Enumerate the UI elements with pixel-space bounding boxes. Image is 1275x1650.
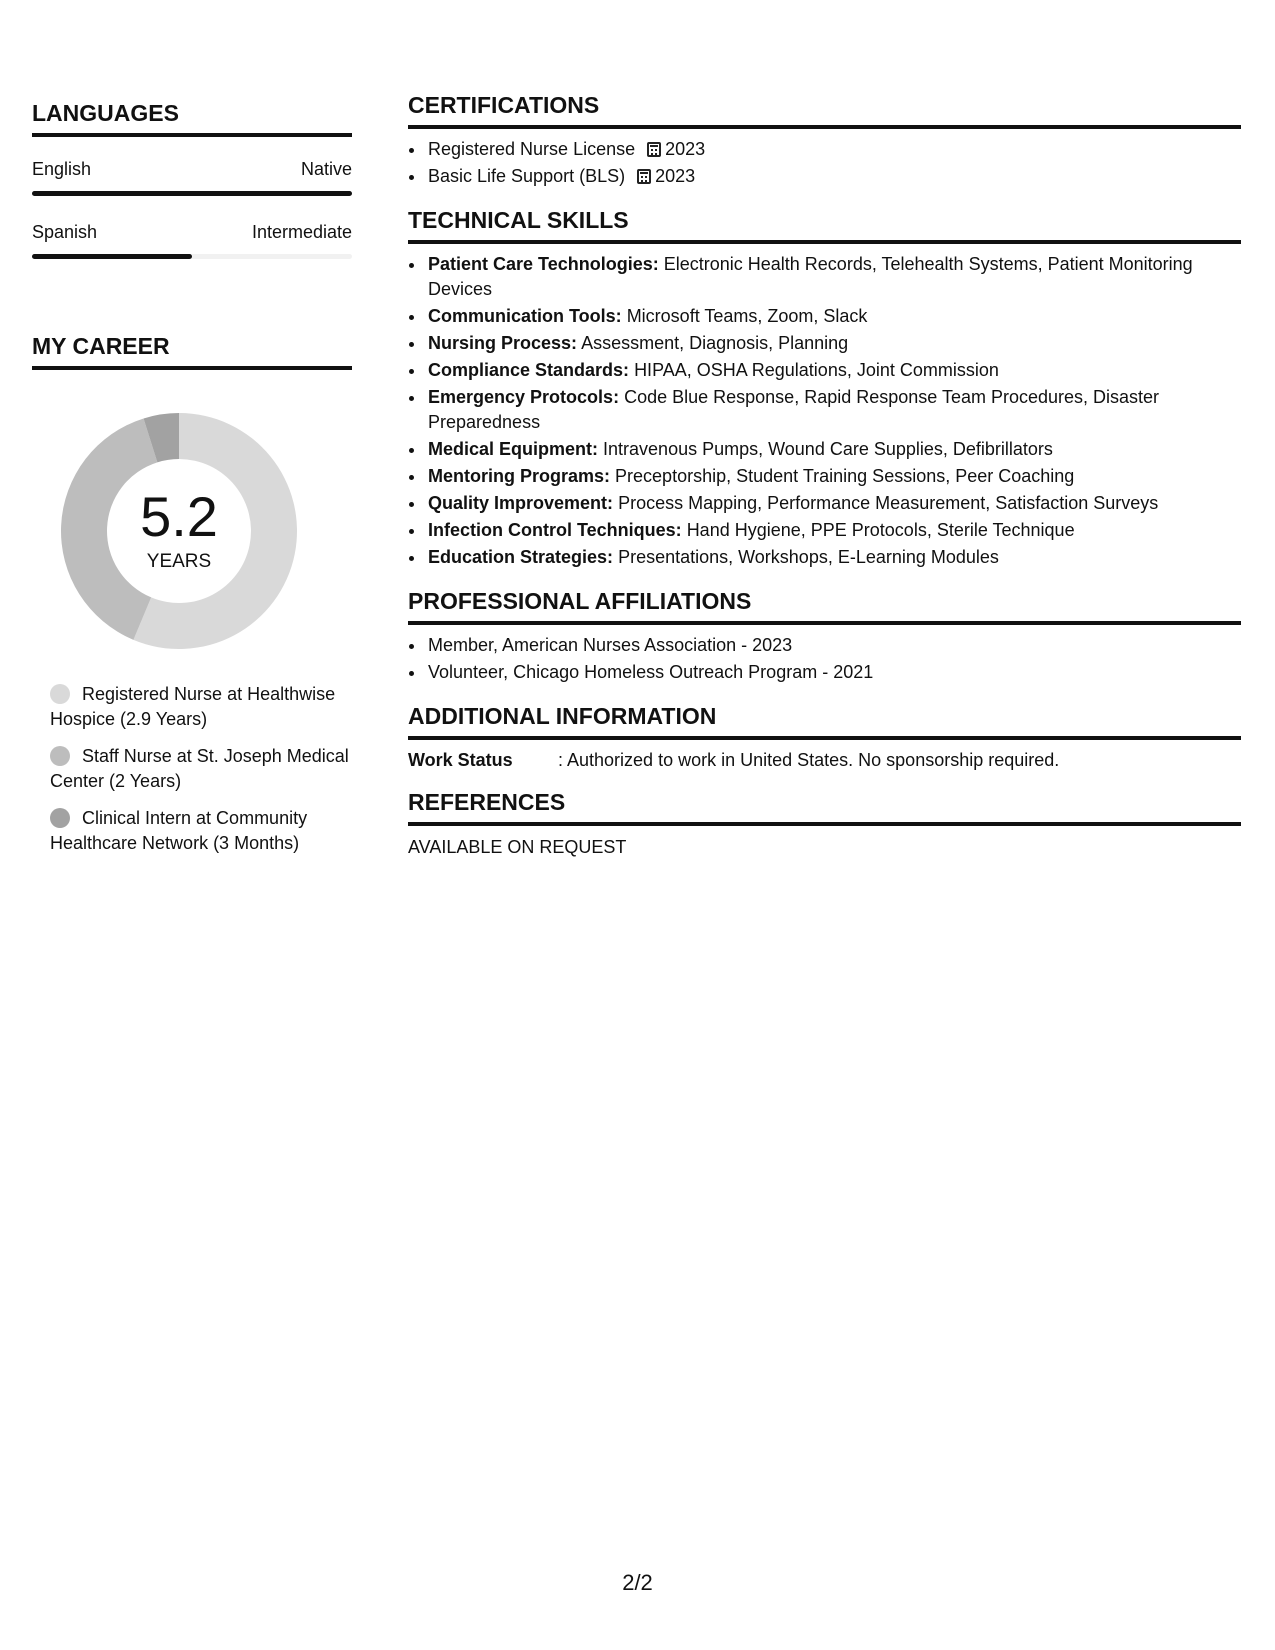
certifications-section <box>408 92 1241 189</box>
skill-item <box>426 518 1241 543</box>
skill-category: Compliance Standards: <box>428 360 630 380</box>
language-proficiency-bar <box>32 254 352 259</box>
technical-skills-heading: TECHNICAL SKILLS <box>408 207 1241 244</box>
career-heading: MY CAREER <box>32 333 352 370</box>
technical-skills-section <box>408 207 1241 570</box>
skill-item <box>426 491 1241 516</box>
certification-name: Registered Nurse License <box>428 139 636 159</box>
skill-item <box>426 358 1241 383</box>
skill-values: Assessment, Diagnosis, Planning <box>581 333 849 353</box>
career-role-label: Registered Nurse at Healthwise Hospice (2.9 Years) <box>50 684 336 729</box>
references-text: AVAILABLE ON REQUEST <box>408 837 627 857</box>
affiliation-item: • Volunteer, Chicago Homeless Outreach Program - 2021 <box>426 660 1241 685</box>
additional-info-heading: ADDITIONAL INFORMATION <box>408 703 1241 740</box>
skill-category: Medical Equipment: <box>428 439 599 459</box>
skill-values: Process Mapping, Performance Measurement, Satisfaction Surveys <box>618 493 1159 513</box>
language-entry <box>32 222 352 259</box>
skill-values: Microsoft Teams, Zoom, Slack <box>626 306 868 326</box>
skill-category: Education Strategies: <box>428 547 614 567</box>
skill-item <box>426 385 1241 435</box>
work-status-label: Work Status <box>408 750 513 770</box>
references-heading: REFERENCES <box>408 789 1241 826</box>
certification-year: 2023 <box>665 139 706 159</box>
career-donut-chart <box>54 406 304 656</box>
career-role-label: Staff Nurse at St. Joseph Medical Center (2 Years) <box>50 746 349 791</box>
skill-values: Preceptorship, Student Training Sessions, Peer Coaching <box>615 466 1075 486</box>
language-entry <box>32 159 352 196</box>
certification-item <box>426 164 1241 189</box>
skill-category: Emergency Protocols: <box>428 387 620 407</box>
languages-heading: LANGUAGES <box>32 100 352 137</box>
career-legend-item <box>50 682 352 732</box>
legend-dot-icon <box>50 684 70 704</box>
skill-item <box>426 545 1241 570</box>
calendar-icon <box>647 142 661 157</box>
skill-values: Intravenous Pumps, Wound Care Supplies, Defibrillators <box>603 439 1053 459</box>
skill-category: Mentoring Programs: <box>428 466 611 486</box>
legend-dot-icon <box>50 746 70 766</box>
career-section <box>32 333 352 856</box>
work-status-row <box>408 750 1241 771</box>
skill-item <box>426 464 1241 489</box>
language-proficiency-fill <box>32 254 192 259</box>
work-status-value: : Authorized to work in United States. No sponsorship required. <box>558 750 1060 770</box>
skill-item <box>426 437 1241 462</box>
skill-values: HIPAA, OSHA Regulations, Joint Commission <box>634 360 999 380</box>
career-legend <box>32 682 352 856</box>
certification-year: 2023 <box>655 166 696 186</box>
skill-values: Hand Hygiene, PPE Protocols, Sterile Technique <box>686 520 1075 540</box>
additional-info-section <box>408 703 1241 771</box>
career-legend-item <box>50 806 352 856</box>
certifications-heading: CERTIFICATIONS <box>408 92 1241 129</box>
skill-category: Quality Improvement: <box>428 493 614 513</box>
certification-item <box>426 137 1241 162</box>
language-proficiency-bar <box>32 191 352 196</box>
skill-item <box>426 331 1241 356</box>
skill-values: Electronic Health Records, Telehealth Systems, Patient Monitoring Devices <box>428 254 1193 299</box>
legend-dot-icon <box>50 808 70 828</box>
skill-category: Communication Tools: <box>428 306 622 326</box>
calendar-icon <box>637 169 651 184</box>
language-name: Spanish <box>32 222 98 242</box>
affiliations-heading: PROFESSIONAL AFFILIATIONS <box>408 588 1241 625</box>
right-column <box>408 92 1241 858</box>
affiliation-item: • Member, American Nurses Association - 2023 <box>426 633 1241 658</box>
references-section <box>408 789 1241 858</box>
skill-item <box>426 304 1241 329</box>
career-role-label: Clinical Intern at Community Healthcare Network (3 Months) <box>50 808 308 853</box>
skill-category: Infection Control Techniques: <box>428 520 682 540</box>
affiliations-section <box>408 588 1241 685</box>
language-level: Native <box>300 159 352 179</box>
page-number: 2/2 <box>622 1570 653 1595</box>
skill-category: Nursing Process: <box>428 333 578 353</box>
career-total-years: 5.2 <box>140 485 218 548</box>
certification-name: Basic Life Support (BLS) <box>428 166 626 186</box>
career-years-unit: YEARS <box>146 551 212 572</box>
language-level: Intermediate <box>251 222 352 242</box>
skill-values: Presentations, Workshops, E-Learning Modules <box>618 547 999 567</box>
skill-item <box>426 252 1241 302</box>
left-column <box>32 100 352 868</box>
language-name: English <box>32 159 92 179</box>
skill-category: Patient Care Technologies: <box>428 254 659 274</box>
career-legend-item <box>50 744 352 794</box>
skill-values: Code Blue Response, Rapid Response Team Procedures, Disaster Preparedness <box>428 387 1160 432</box>
language-proficiency-fill <box>32 191 352 196</box>
